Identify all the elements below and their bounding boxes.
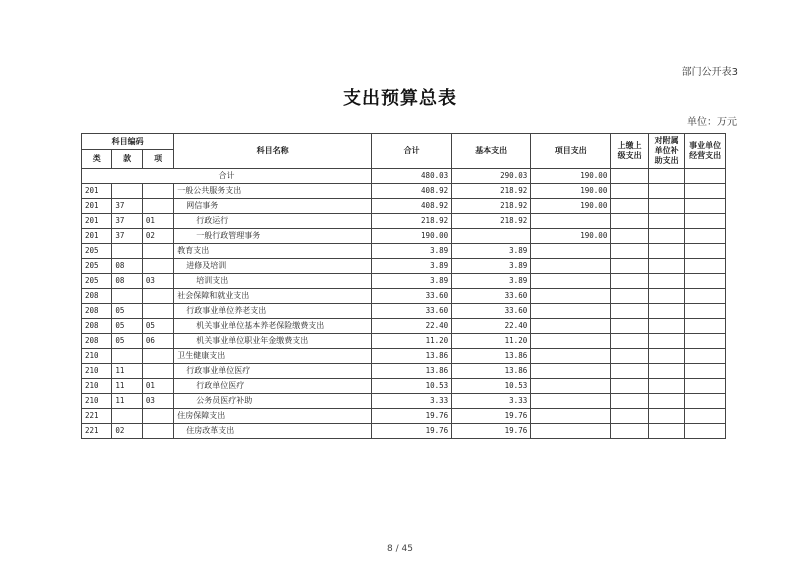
project-amount xyxy=(531,244,611,259)
total-row-upper xyxy=(611,169,649,184)
total-amount: 13.86 xyxy=(372,349,452,364)
operation-amount xyxy=(685,274,726,289)
class-code: 208 xyxy=(82,289,112,304)
item-code xyxy=(142,424,173,439)
basic-amount: 218.92 xyxy=(452,199,531,214)
subsidy-amount xyxy=(648,274,685,289)
page-tag: 部门公开表3 xyxy=(681,67,738,78)
project-amount xyxy=(531,394,611,409)
total-row-label: 合计 xyxy=(82,169,372,184)
class-code: 205 xyxy=(82,244,112,259)
subsidy-amount xyxy=(648,364,685,379)
item-code xyxy=(142,259,173,274)
item-code xyxy=(142,244,173,259)
basic-amount: 11.20 xyxy=(452,334,531,349)
subject-name: 住房保障支出 xyxy=(174,409,372,424)
total-amount: 3.33 xyxy=(372,394,452,409)
class-code: 205 xyxy=(82,274,112,289)
total-amount: 22.40 xyxy=(372,319,452,334)
item-code xyxy=(142,184,173,199)
item-code xyxy=(142,349,173,364)
basic-amount: 13.86 xyxy=(452,349,531,364)
upper-payment xyxy=(611,349,649,364)
upper-payment xyxy=(611,244,649,259)
table-row xyxy=(82,364,726,379)
basic-amount: 218.92 xyxy=(452,214,531,229)
class-code: 210 xyxy=(82,349,112,364)
basic-amount: 3.89 xyxy=(452,259,531,274)
project-amount xyxy=(531,364,611,379)
upper-payment xyxy=(611,334,649,349)
total-row-operation xyxy=(685,169,726,184)
subsidy-amount xyxy=(648,184,685,199)
item-code xyxy=(142,409,173,424)
subject-name: 行政事业单位医疗 xyxy=(174,364,372,379)
total-amount: 3.89 xyxy=(372,274,452,289)
subject-name: 住房改革支出 xyxy=(174,424,372,439)
basic-amount: 19.76 xyxy=(452,409,531,424)
total-row-subsidy xyxy=(648,169,685,184)
section-code: 05 xyxy=(112,334,142,349)
class-code: 208 xyxy=(82,334,112,349)
section-code: 11 xyxy=(112,394,142,409)
subsidy-amount xyxy=(648,289,685,304)
basic-amount: 33.60 xyxy=(452,289,531,304)
class-code: 201 xyxy=(82,214,112,229)
operation-amount xyxy=(685,349,726,364)
class-code: 201 xyxy=(82,199,112,214)
basic-amount: 22.40 xyxy=(452,319,531,334)
section-code: 37 xyxy=(112,199,142,214)
table-row xyxy=(82,214,726,229)
subsidy-amount xyxy=(648,214,685,229)
table-row xyxy=(82,274,726,289)
subsidy-amount xyxy=(648,259,685,274)
upper-payment xyxy=(611,409,649,424)
item-code: 02 xyxy=(142,229,173,244)
operation-amount xyxy=(685,379,726,394)
operation-amount xyxy=(685,394,726,409)
class-header: 类 xyxy=(82,150,112,169)
item-code: 01 xyxy=(142,379,173,394)
item-code: 05 xyxy=(142,319,173,334)
table-row xyxy=(82,199,726,214)
operation-amount xyxy=(685,229,726,244)
table-row xyxy=(82,229,726,244)
subject-name: 网信事务 xyxy=(174,199,372,214)
section-code: 08 xyxy=(112,274,142,289)
class-code: 210 xyxy=(82,394,112,409)
table-row xyxy=(82,424,726,439)
upper-payment xyxy=(611,364,649,379)
table-row xyxy=(82,379,726,394)
section-code: 05 xyxy=(112,304,142,319)
unit-label: 单位：万元 xyxy=(687,117,737,128)
subsidy-amount xyxy=(648,319,685,334)
project-amount xyxy=(531,409,611,424)
subsidy-amount xyxy=(648,394,685,409)
basic-amount: 10.53 xyxy=(452,379,531,394)
total-row xyxy=(82,169,726,184)
upper-level-payment-header: 上缴上级支出 xyxy=(611,134,649,169)
basic-expense-header: 基本支出 xyxy=(452,134,531,169)
business-operation-header: 事业单位经营支出 xyxy=(685,134,726,169)
basic-amount: 19.76 xyxy=(452,424,531,439)
project-amount: 190.00 xyxy=(531,199,611,214)
class-code: 201 xyxy=(82,229,112,244)
budget-table xyxy=(81,133,726,439)
operation-amount xyxy=(685,424,726,439)
class-code: 221 xyxy=(82,424,112,439)
basic-amount: 3.89 xyxy=(452,244,531,259)
subsidy-amount xyxy=(648,244,685,259)
project-amount: 190.00 xyxy=(531,184,611,199)
operation-amount xyxy=(685,199,726,214)
section-code: 37 xyxy=(112,229,142,244)
project-amount xyxy=(531,259,611,274)
upper-payment xyxy=(611,424,649,439)
section-code: 11 xyxy=(112,364,142,379)
subsidy-amount xyxy=(648,229,685,244)
class-code: 208 xyxy=(82,319,112,334)
project-amount xyxy=(531,274,611,289)
operation-amount xyxy=(685,214,726,229)
subject-name: 进修及培训 xyxy=(174,259,372,274)
upper-payment xyxy=(611,274,649,289)
section-code: 08 xyxy=(112,259,142,274)
operation-amount xyxy=(685,364,726,379)
total-amount: 13.86 xyxy=(372,364,452,379)
project-amount: 190.00 xyxy=(531,229,611,244)
subject-name-header: 科目名称 xyxy=(174,134,372,169)
class-code: 208 xyxy=(82,304,112,319)
basic-amount: 13.86 xyxy=(452,364,531,379)
class-code: 201 xyxy=(82,184,112,199)
item-code: 03 xyxy=(142,394,173,409)
class-code: 221 xyxy=(82,409,112,424)
subsidy-amount xyxy=(648,199,685,214)
project-amount xyxy=(531,319,611,334)
subject-name: 机关事业单位基本养老保险缴费支出 xyxy=(174,319,372,334)
subject-name: 教育支出 xyxy=(174,244,372,259)
total-amount: 19.76 xyxy=(372,424,452,439)
table-row xyxy=(82,349,726,364)
section-code: 37 xyxy=(112,214,142,229)
basic-amount: 3.33 xyxy=(452,394,531,409)
section-code xyxy=(112,349,142,364)
total-amount: 190.00 xyxy=(372,229,452,244)
item-code xyxy=(142,364,173,379)
subsidy-amount xyxy=(648,379,685,394)
item-code: 06 xyxy=(142,334,173,349)
page-number: 8 / 45 xyxy=(387,544,413,554)
total-amount: 33.60 xyxy=(372,289,452,304)
subsidy-amount xyxy=(648,424,685,439)
class-code: 210 xyxy=(82,364,112,379)
subsidy-amount xyxy=(648,304,685,319)
subsidy-amount xyxy=(648,349,685,364)
subject-name: 行政运行 xyxy=(174,214,372,229)
basic-amount xyxy=(452,229,531,244)
upper-payment xyxy=(611,394,649,409)
item-code xyxy=(142,199,173,214)
section-code xyxy=(112,409,142,424)
subject-name: 行政事业单位养老支出 xyxy=(174,304,372,319)
subsidiary-subsidy-header: 对附属单位补助支出 xyxy=(648,134,685,169)
item-code: 01 xyxy=(142,214,173,229)
upper-payment xyxy=(611,319,649,334)
project-amount xyxy=(531,304,611,319)
subject-name: 一般行政管理事务 xyxy=(174,229,372,244)
subject-name: 社会保障和就业支出 xyxy=(174,289,372,304)
subject-name: 行政单位医疗 xyxy=(174,379,372,394)
operation-amount xyxy=(685,304,726,319)
project-expense-header: 项目支出 xyxy=(531,134,611,169)
table-row xyxy=(82,319,726,334)
basic-amount: 3.89 xyxy=(452,274,531,289)
operation-amount xyxy=(685,319,726,334)
upper-payment xyxy=(611,304,649,319)
total-amount: 19.76 xyxy=(372,409,452,424)
project-amount xyxy=(531,424,611,439)
table-row xyxy=(82,304,726,319)
operation-amount xyxy=(685,184,726,199)
section-code: 02 xyxy=(112,424,142,439)
upper-payment xyxy=(611,214,649,229)
operation-amount xyxy=(685,244,726,259)
table-row xyxy=(82,334,726,349)
section-code xyxy=(112,184,142,199)
total-header: 合计 xyxy=(372,134,452,169)
upper-payment xyxy=(611,199,649,214)
table-row xyxy=(82,409,726,424)
subject-code-header: 科目编码 xyxy=(82,134,174,150)
section-code: 11 xyxy=(112,379,142,394)
subject-name: 公务员医疗补助 xyxy=(174,394,372,409)
operation-amount xyxy=(685,259,726,274)
total-amount: 218.92 xyxy=(372,214,452,229)
total-row-project: 190.00 xyxy=(531,169,611,184)
upper-payment xyxy=(611,379,649,394)
total-amount: 33.60 xyxy=(372,304,452,319)
table-row xyxy=(82,394,726,409)
section-code xyxy=(112,244,142,259)
subsidy-amount xyxy=(648,334,685,349)
item-code: 03 xyxy=(142,274,173,289)
total-amount: 408.92 xyxy=(372,199,452,214)
operation-amount xyxy=(685,289,726,304)
operation-amount xyxy=(685,409,726,424)
item-code xyxy=(142,304,173,319)
section-code: 05 xyxy=(112,319,142,334)
subject-name: 卫生健康支出 xyxy=(174,349,372,364)
item-code xyxy=(142,289,173,304)
table-row xyxy=(82,244,726,259)
subject-name: 机关事业单位职业年金缴费支出 xyxy=(174,334,372,349)
item-header: 项 xyxy=(142,150,173,169)
upper-payment xyxy=(611,229,649,244)
table-row xyxy=(82,259,726,274)
total-amount: 3.89 xyxy=(372,259,452,274)
total-amount: 11.20 xyxy=(372,334,452,349)
subsidy-amount xyxy=(648,409,685,424)
table-row xyxy=(82,289,726,304)
total-amount: 10.53 xyxy=(372,379,452,394)
subject-name: 培训支出 xyxy=(174,274,372,289)
class-code: 210 xyxy=(82,379,112,394)
upper-payment xyxy=(611,259,649,274)
page-title: 支出预算总表 xyxy=(343,88,457,109)
total-amount: 408.92 xyxy=(372,184,452,199)
class-code: 205 xyxy=(82,259,112,274)
project-amount xyxy=(531,334,611,349)
section-header: 款 xyxy=(112,150,142,169)
operation-amount xyxy=(685,334,726,349)
project-amount xyxy=(531,289,611,304)
project-amount xyxy=(531,214,611,229)
upper-payment xyxy=(611,184,649,199)
basic-amount: 33.60 xyxy=(452,304,531,319)
upper-payment xyxy=(611,289,649,304)
project-amount xyxy=(531,379,611,394)
subject-name: 一般公共服务支出 xyxy=(174,184,372,199)
total-amount: 3.89 xyxy=(372,244,452,259)
section-code xyxy=(112,289,142,304)
table-row xyxy=(82,184,726,199)
basic-amount: 218.92 xyxy=(452,184,531,199)
project-amount xyxy=(531,349,611,364)
total-row-total: 480.03 xyxy=(372,169,452,184)
total-row-basic: 290.03 xyxy=(452,169,531,184)
